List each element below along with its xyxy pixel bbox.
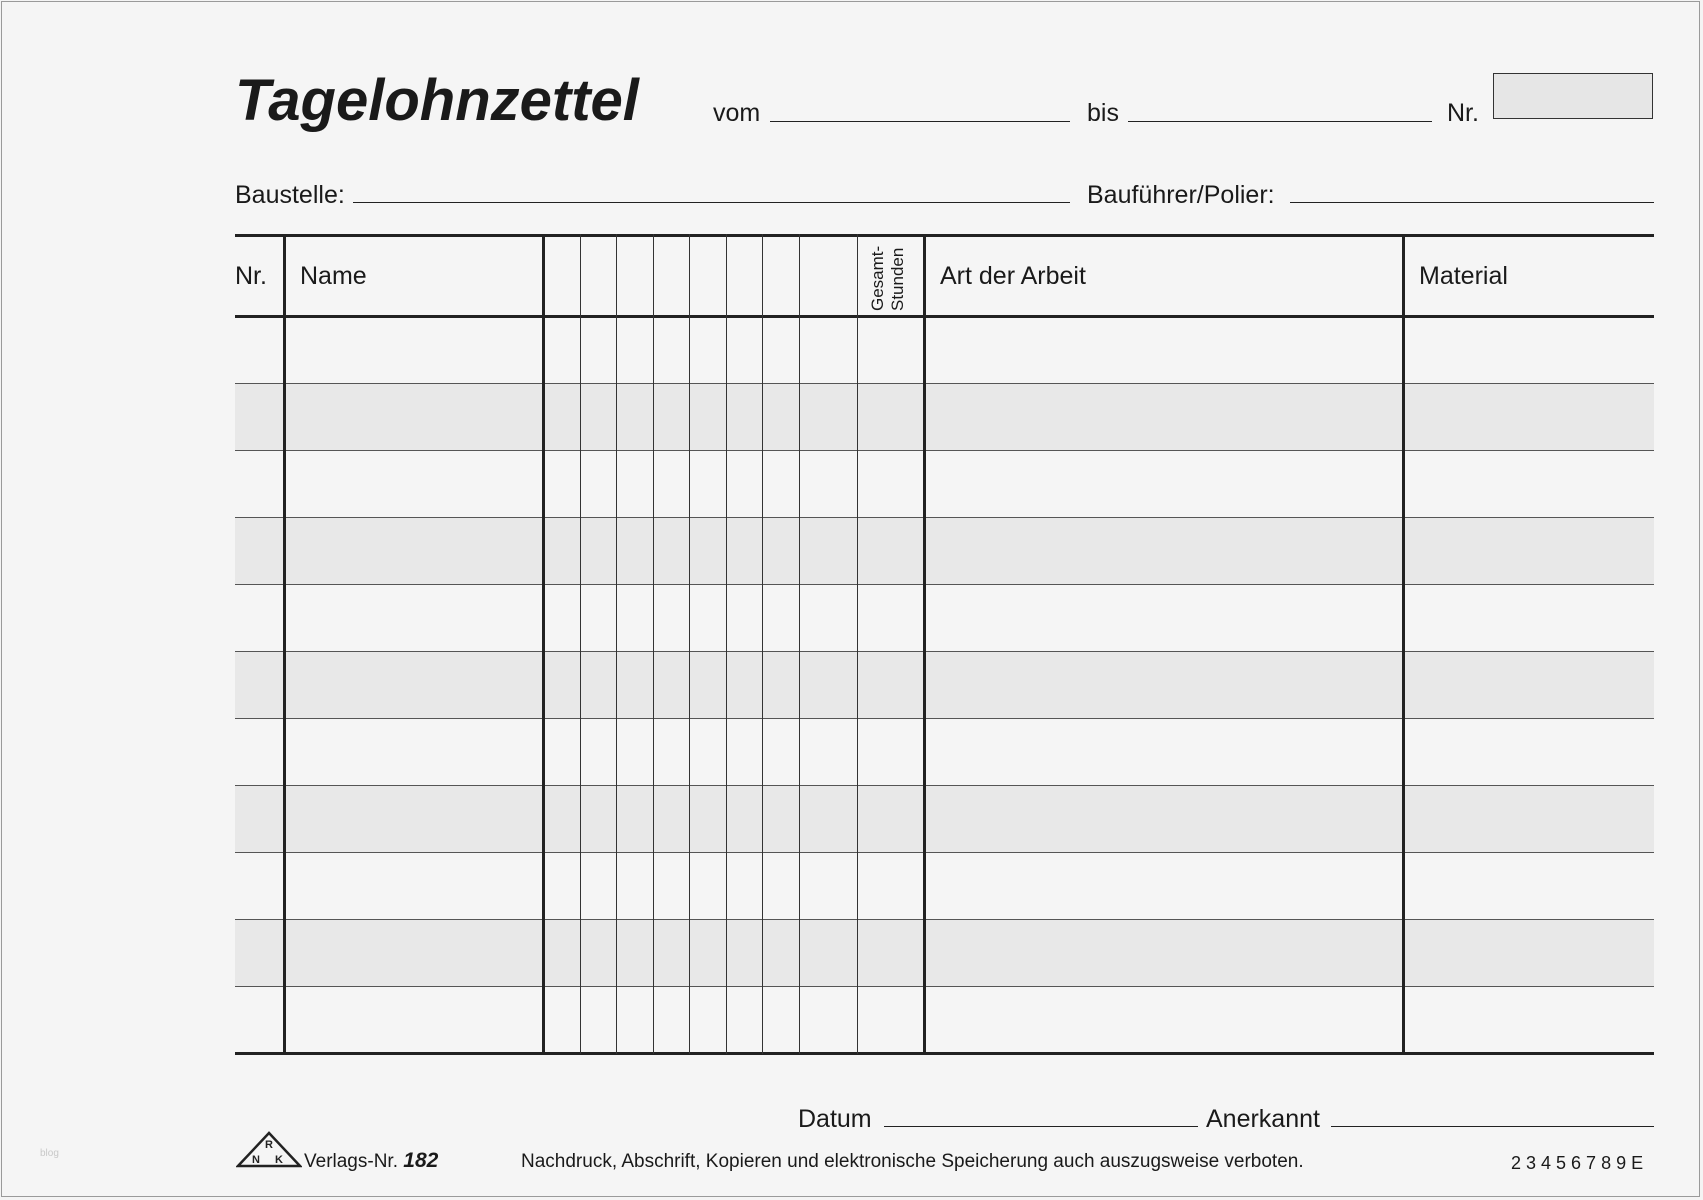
col-divider-hour [799, 234, 800, 1054]
row-divider [235, 450, 1654, 451]
table-row-shade [235, 785, 1654, 852]
col-header-work-type: Art der Arbeit [940, 262, 1086, 290]
col-divider-material [1402, 234, 1405, 1054]
table-bottom-border [235, 1052, 1654, 1055]
row-divider [235, 383, 1654, 384]
row-divider [235, 785, 1654, 786]
col-divider-name [542, 234, 545, 1054]
to-label: bis [1087, 99, 1119, 127]
row-divider [235, 517, 1654, 518]
col-divider-nr [283, 234, 286, 1054]
total-hours-label-line1: Gesamt- [868, 245, 887, 311]
date-field[interactable] [884, 1126, 1198, 1127]
foreman-label: Bauführer/Polier: [1087, 181, 1275, 209]
header-bottom-border [235, 315, 1654, 318]
date-label: Datum [798, 1105, 872, 1133]
row-divider [235, 651, 1654, 652]
table-row-shade [235, 517, 1654, 584]
to-date-field[interactable] [1128, 121, 1432, 122]
col-divider-total [857, 234, 858, 1054]
approved-label: Anerkannt [1206, 1105, 1320, 1133]
approved-field[interactable] [1331, 1126, 1654, 1127]
row-divider [235, 718, 1654, 719]
col-header-total-hours [868, 244, 930, 316]
col-divider-hour [689, 234, 690, 1054]
col-divider-hour [653, 234, 654, 1054]
from-date-field[interactable] [770, 121, 1070, 122]
table-top-border [235, 234, 1654, 237]
foreman-field[interactable] [1290, 202, 1654, 203]
row-divider [235, 584, 1654, 585]
site-label: Baustelle: [235, 181, 345, 209]
svg-text:K: K [275, 1154, 283, 1166]
table-row-shade [235, 383, 1654, 450]
publisher-label-text: Verlags-Nr. [304, 1151, 398, 1172]
table-row-shade [235, 919, 1654, 986]
col-header-name: Name [300, 262, 367, 290]
col-divider-work [923, 234, 926, 1054]
row-divider [235, 852, 1654, 853]
svg-text:R: R [265, 1139, 273, 1151]
col-header-nr: Nr. [235, 262, 267, 290]
from-label: vom [713, 99, 761, 127]
table-row-shade [235, 651, 1654, 718]
number-field[interactable] [1493, 73, 1653, 119]
total-hours-label-line2: Stunden [888, 247, 907, 311]
row-divider [235, 919, 1654, 920]
number-label: Nr. [1447, 99, 1479, 127]
watermark: blog [40, 1148, 59, 1159]
publisher-logo-icon [236, 1131, 302, 1169]
col-divider-hour [726, 234, 727, 1054]
col-header-material: Material [1419, 262, 1508, 290]
publisher-label [304, 1150, 438, 1173]
form-title: Tagelohnzettel [235, 68, 639, 133]
col-divider-hour [580, 234, 581, 1054]
copyright-notice: Nachdruck, Abschrift, Kopieren und elektronische Speicherung auch auszugsweise verboten. [521, 1151, 1304, 1172]
svg-text:N: N [252, 1154, 260, 1166]
site-field[interactable] [353, 202, 1070, 203]
print-code: 2 3 4 5 6 7 8 9 E [1511, 1153, 1644, 1173]
timesheet-table [235, 234, 1654, 1054]
col-divider-hour [616, 234, 617, 1054]
publisher-number: 182 [403, 1149, 439, 1172]
row-divider [235, 986, 1654, 987]
col-divider-hour [762, 234, 763, 1054]
